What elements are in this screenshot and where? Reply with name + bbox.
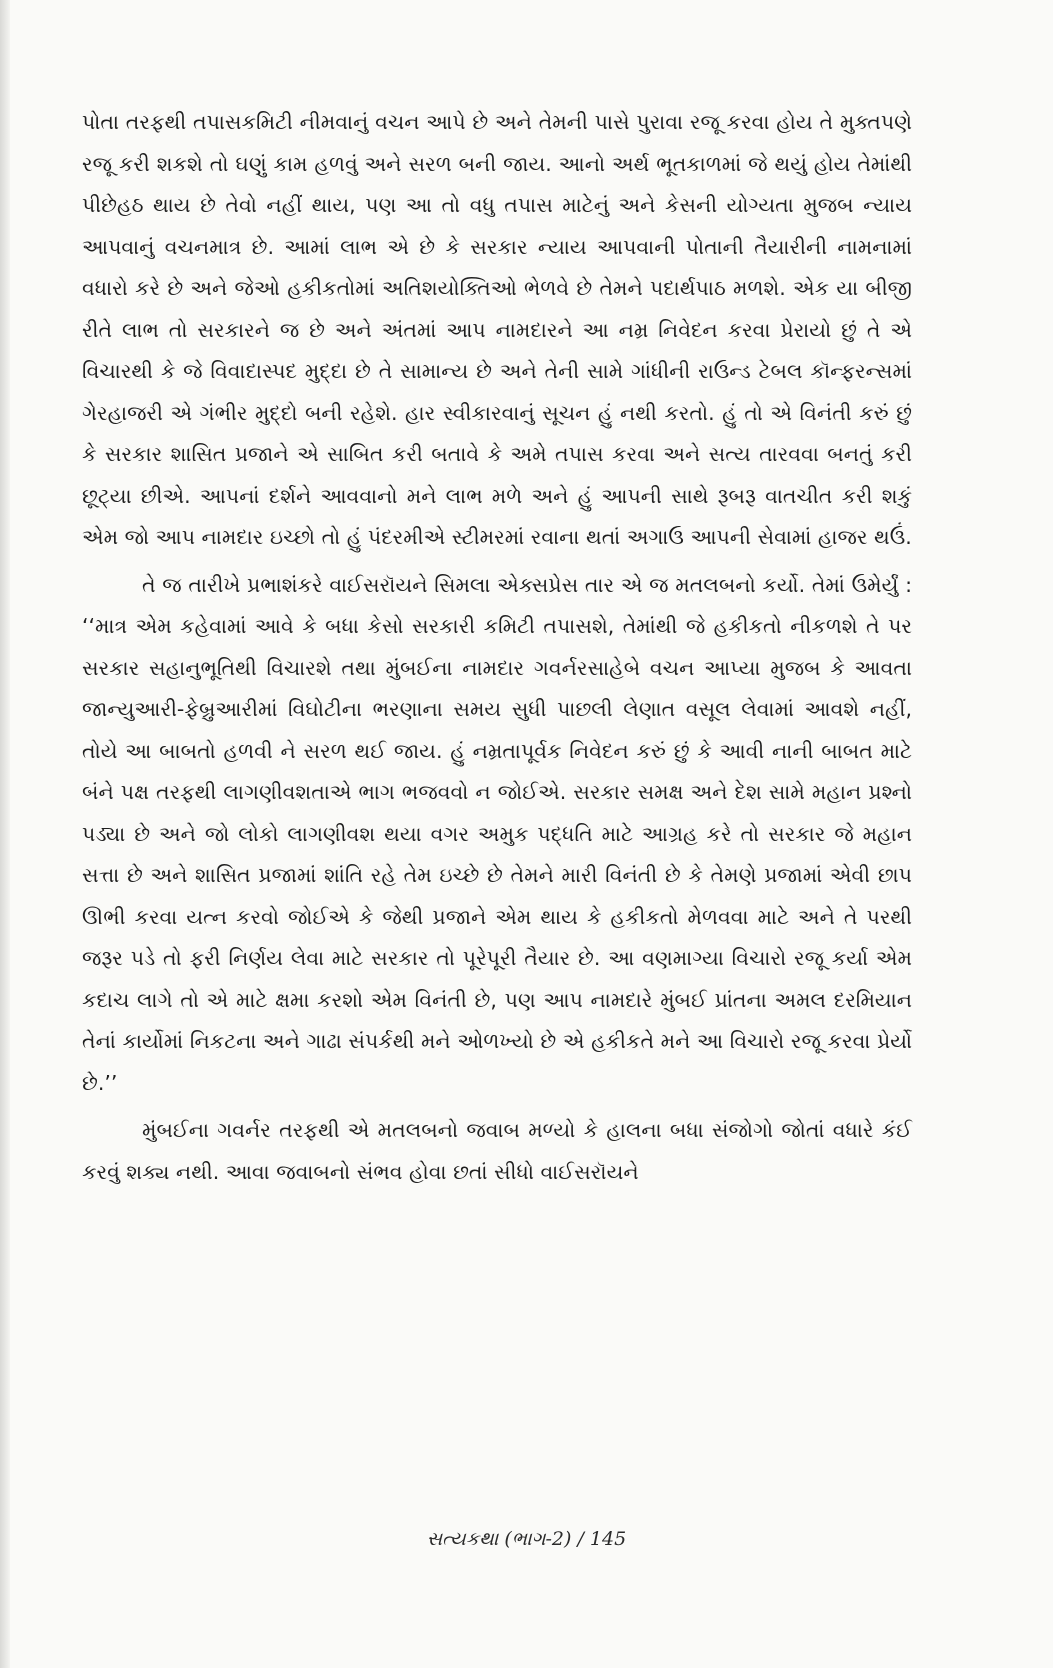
paragraph-1: પોતા તરફથી તપાસકમિટી નીમવાનું વચન આપે છે અને તેમની પાસે પુરાવા રજૂ કરવા હોય તે મુક્તપણે રજૂ કરી શકશે તો ઘણું કામ હળવું અને સરળ બની જાય. આનો અર્થ ભૂતકાળમાં જે થયું હોય તેમાંથી પીછેહઠ થાય છે તેવો નહીં થાય, પણ આ તો વધુ તપાસ માટેનું અને કેસની યોગ્યતા મુજબ ન્યાય આપવાનું વચનમાત્ર છે. આમાં લાભ એ છે કે સરકાર ન્યાય આપવાની પોતાની તૈયારીની નામનામાં વધારો કરે છે અને જેઓ હકીકતોમાં અતિશયોક્તિઓ ભેળવે છે તેમને પદાર્થપાઠ મળશે. એક યા બીજી રીતે લાભ તો સરકારને જ છે અને અંતમાં આપ નામદારને આ નમ્ર નિવેદન કરવા પ્રેરાયો છું તે એ વિચારથી કે જે વિવાદાસ્પદ મુદ્દા છે તે સામાન્ય છે અને તેની સામે ગાંધીની રાઉન્ડ ટેબલ કૉન્ફરન્સમાં ગેરહાજરી એ ગંભીર મુદ્દો બની રહેશે. હાર સ્વીકારવાનું સૂચન હું નથી કરતો. હું તો એ વિનંતી કરું છું કે સરકાર શાસિત પ્રજાને એ સાબિત કરી બતાવે કે અમે તપાસ કરવા અને સત્ય તારવવા બનતું કરી છૂટ્યા છીએ. આપનાં દર્શને આવવાનો મને લાભ મળે અને હું આપની સાથે રૂબરૂ વાતચીત કરી શકું એમ જો આપ નામદાર ઇચ્છો તો હું પંદરમીએ સ્ટીમરમાં રવાના થતાં અગાઉ આપની સેવામાં હાજર થઉં. [82,110,912,549]
page-binding-edge [0,0,10,1668]
paragraph-2: તે જ તારીખે પ્રભાશંકરે વાઈસરૉયને સિમલા એક્સપ્રેસ તાર એ જ મતલબનો કર્યો. તેમાં ઉમેર્યું : ‘‘માત્ર એમ કહેવામાં આવે કે બધા કેસો સરકારી કમિટી તપાસશે, તેમાંથી જે હકીકતો નીકળશે તે પર સરકાર સહાનુભૂતિથી વિચારશે તથા મુંબઈના નામદાર ગવર્નરસાહેબે વચન આપ્યા મુજબ કે આવતા જાન્યુઆરી-ફેબ્રુઆરીમાં વિઘોટીના ભરણાના સમય સુધી પાછલી લેણાત વસૂલ લેવામાં આવશે નહીં, તોયે આ બાબતો હળવી ને સરળ થઈ જાય. હું નમ્રતાપૂર્વક નિવેદન કરું છું કે આવી નાની બાબત માટે બંને પક્ષ તરફથી લાગણીવશતાએ ભાગ ભજવવો ન જોઈએ. સરકાર સમક્ષ અને દેશ સામે મહાન પ્રશ્નો પડ્યા છે અને જો લોકો લાગણીવશ થયા વગર અમુક પદ્ધતિ માટે આગ્રહ કરે તો સરકાર જે મહાન સત્તા છે અને શાસિત પ્રજામાં શાંતિ રહે તેમ ઇચ્છે છે તેમને મારી વિનંતી છે કે તેમણે પ્રજામાં એવી છાપ ઊભી કરવા યત્ન કરવો જોઈએ કે જેથી પ્રજાને એમ થાય કે હકીકતો મેળવવા માટે અને તે પરથી જરૂર પડે તો ફરી નિર્ણય લેવા માટે સરકાર તો પૂરેપૂરી તૈયાર છે. આ વણમાગ્યા વિચારો રજૂ કર્યા એમ કદાચ લાગે તો એ માટે ક્ષમા કરશો એમ વિનંતી છે, પણ આપ નામદારે મુંબઈ પ્રાંતના અમલ દરમિયાન તેનાં કાર્યોમાં નિકટના અને ગાઢા સંપર્કથી મને ઓળખ્યો છે એ હકીકતે મને આ વિચારો રજૂ કરવા પ્રેર્યો છે.’’ [82,572,912,1095]
page-footer: સત્યકથા (ભાગ-2) / 145 [426,1528,627,1550]
paragraph-3: મુંબઈના ગવર્નર તરફથી એ મતલબનો જવાબ મળ્યો કે હાલના બધા સંજોગો જોતાં વધારે કંઈ કરવું શક્ય નથી. આવા જવાબનો સંભવ હોવા છતાં સીધો વાઈસરૉયને [82,1118,912,1184]
body-text [82,102,912,1193]
